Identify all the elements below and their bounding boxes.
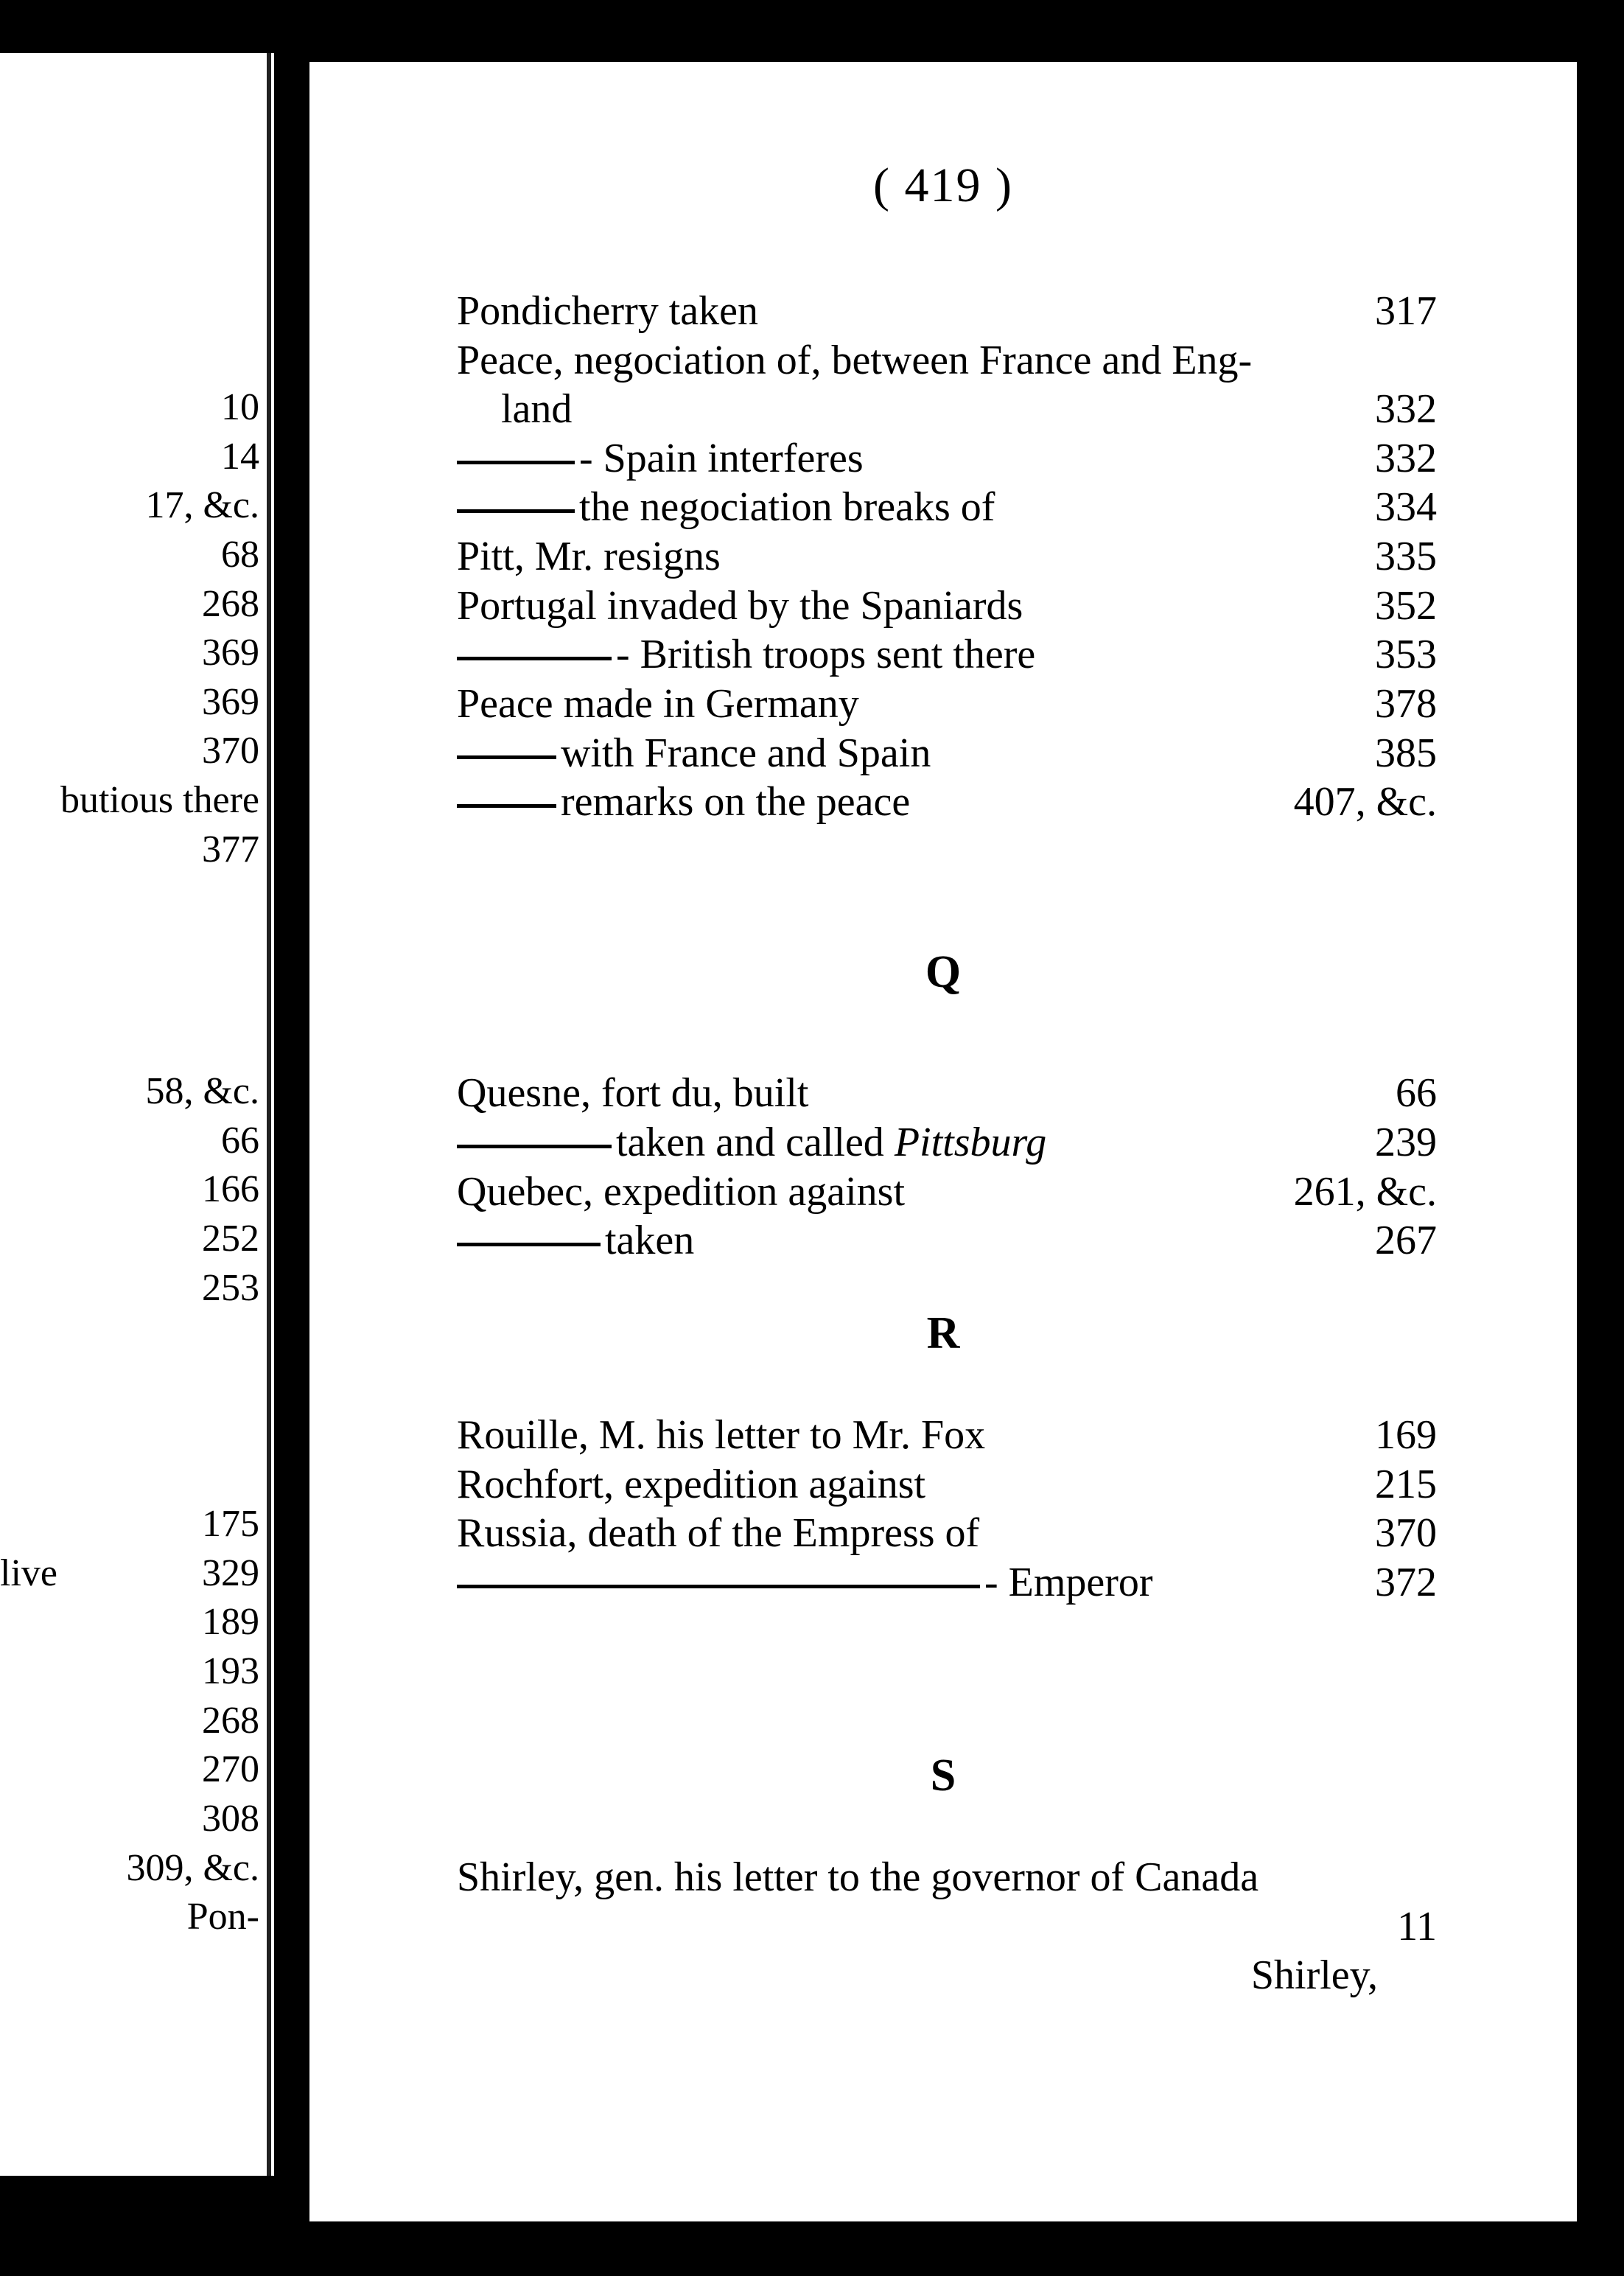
entry-page: 372 xyxy=(1375,1560,1437,1605)
ditto-dash xyxy=(457,509,575,513)
entry-text: Portugal invaded by the Spaniards xyxy=(457,583,1023,629)
right-page xyxy=(309,62,1577,2221)
left-page-number: 66 xyxy=(221,1120,259,1162)
section-letter-r: R xyxy=(926,1308,960,1358)
entry-page: 352 xyxy=(1375,583,1437,629)
entry-text: land xyxy=(501,386,573,432)
entry-text: Pondicherry taken xyxy=(457,288,758,334)
left-page-number: 14 xyxy=(221,436,259,478)
left-page-number: 189 xyxy=(202,1601,259,1643)
index-entry xyxy=(457,1460,1437,1509)
index-entry xyxy=(457,532,1437,581)
ditto-dash xyxy=(457,804,556,808)
entry-page: 334 xyxy=(1375,484,1437,530)
entry-page: 66 xyxy=(1396,1070,1437,1116)
left-page-number: 329 xyxy=(202,1552,259,1594)
left-page-number: 253 xyxy=(202,1267,259,1309)
index-entry xyxy=(457,287,1437,335)
left-page-number: 308 xyxy=(202,1798,259,1840)
left-page-number: 377 xyxy=(202,828,259,870)
index-entry xyxy=(457,1411,1437,1459)
left-page-number: 166 xyxy=(202,1168,259,1210)
index-entry xyxy=(457,729,1437,778)
index-entry xyxy=(457,336,1437,385)
left-page-number: 268 xyxy=(202,1700,259,1742)
index-entry xyxy=(457,630,1437,679)
left-page-number: 58, &c. xyxy=(145,1070,259,1112)
left-page-number: 10 xyxy=(221,386,259,428)
index-entry xyxy=(457,1902,1437,1951)
entry-text: Quebec, expedition against xyxy=(457,1169,906,1215)
entry-text: Peace made in Germany xyxy=(457,681,859,727)
index-entry xyxy=(457,1118,1437,1167)
entry-page: 261, &c. xyxy=(1293,1169,1437,1215)
index-entry xyxy=(457,1853,1437,1902)
ditto-dash xyxy=(457,755,556,759)
entry-page: 239 xyxy=(1375,1120,1437,1165)
entry-page: 335 xyxy=(1375,534,1437,579)
page-gutter xyxy=(267,53,271,2176)
left-page-number: 268 xyxy=(202,583,259,625)
left-page-number: 252 xyxy=(202,1218,259,1260)
entry-text: taken xyxy=(605,1218,695,1263)
ditto-dash xyxy=(457,657,612,660)
index-entry xyxy=(457,680,1437,728)
entry-text: Rochfort, expedition against xyxy=(457,1462,926,1507)
ditto-dash xyxy=(457,1585,980,1588)
entry-text: Russia, death of the Empress of xyxy=(457,1510,980,1556)
left-page-number: 369 xyxy=(202,681,259,723)
index-entry xyxy=(457,1216,1437,1265)
left-page-number: 193 xyxy=(202,1650,259,1692)
left-page-number: 370 xyxy=(202,730,259,772)
ditto-dash xyxy=(457,461,575,464)
entry-page: 353 xyxy=(1375,632,1437,677)
entry-italic-text: Pittsburg xyxy=(894,1120,1047,1165)
entry-text: - British troops sent there xyxy=(616,632,1036,677)
entry-page: 267 xyxy=(1375,1218,1437,1263)
index-entry xyxy=(457,1069,1437,1117)
left-page-number: 17, &c. xyxy=(145,484,259,526)
entry-text: remarks on the peace xyxy=(561,779,911,825)
entry-page: 11 xyxy=(1397,1904,1437,1949)
entry-page: 169 xyxy=(1375,1412,1437,1458)
section-letter-q: Q xyxy=(925,947,962,997)
entry-text: - Spain interferes xyxy=(579,436,864,481)
entry-text: Shirley, gen. his letter to the governor of Canada xyxy=(457,1854,1259,1900)
page-number: ( 419 ) xyxy=(873,158,1013,212)
entry-page: 332 xyxy=(1375,436,1437,481)
entry-text: taken and called xyxy=(616,1120,884,1165)
entry-text: Rouille, M. his letter to Mr. Fox xyxy=(457,1412,986,1458)
entry-text: Quesne, fort du, built xyxy=(457,1070,809,1116)
entry-text: Pitt, Mr. resigns xyxy=(457,534,721,579)
left-page-fragment: live xyxy=(0,1552,57,1594)
entry-page: 407, &c. xyxy=(1293,779,1437,825)
entry-text: Peace, negociation of, between France and Eng- xyxy=(457,338,1253,383)
index-entry xyxy=(457,1558,1437,1607)
ditto-dash xyxy=(457,1145,612,1148)
entry-text: with France and Spain xyxy=(561,730,931,776)
entry-page: 332 xyxy=(1375,386,1437,432)
left-page-number: 175 xyxy=(202,1503,259,1545)
entry-text: the negociation breaks of xyxy=(579,484,995,530)
index-entry xyxy=(457,1509,1437,1557)
index-entry xyxy=(457,483,1437,531)
entry-page: 370 xyxy=(1375,1510,1437,1556)
left-page-number: 309, &c. xyxy=(126,1847,259,1889)
left-page xyxy=(0,53,274,2176)
left-page-number: 68 xyxy=(221,534,259,576)
ditto-dash xyxy=(457,1243,601,1246)
entry-text: - Emperor xyxy=(984,1560,1153,1605)
index-entry xyxy=(501,385,1437,433)
left-page-catchword: Pon- xyxy=(186,1896,259,1938)
entry-page: 385 xyxy=(1375,730,1437,776)
catchword: Shirley, xyxy=(1250,1952,1378,1998)
entry-page: 378 xyxy=(1375,681,1437,727)
left-page-number: 270 xyxy=(202,1748,259,1790)
index-entry xyxy=(457,778,1437,826)
index-entry xyxy=(457,434,1437,483)
section-letter-s: S xyxy=(930,1750,956,1801)
left-page-number: 369 xyxy=(202,632,259,674)
entry-page: 317 xyxy=(1375,288,1437,334)
left-page-fragment: butious there xyxy=(60,779,259,821)
entry-page: 215 xyxy=(1375,1462,1437,1507)
index-entry xyxy=(457,1167,1437,1216)
index-entry xyxy=(457,582,1437,630)
